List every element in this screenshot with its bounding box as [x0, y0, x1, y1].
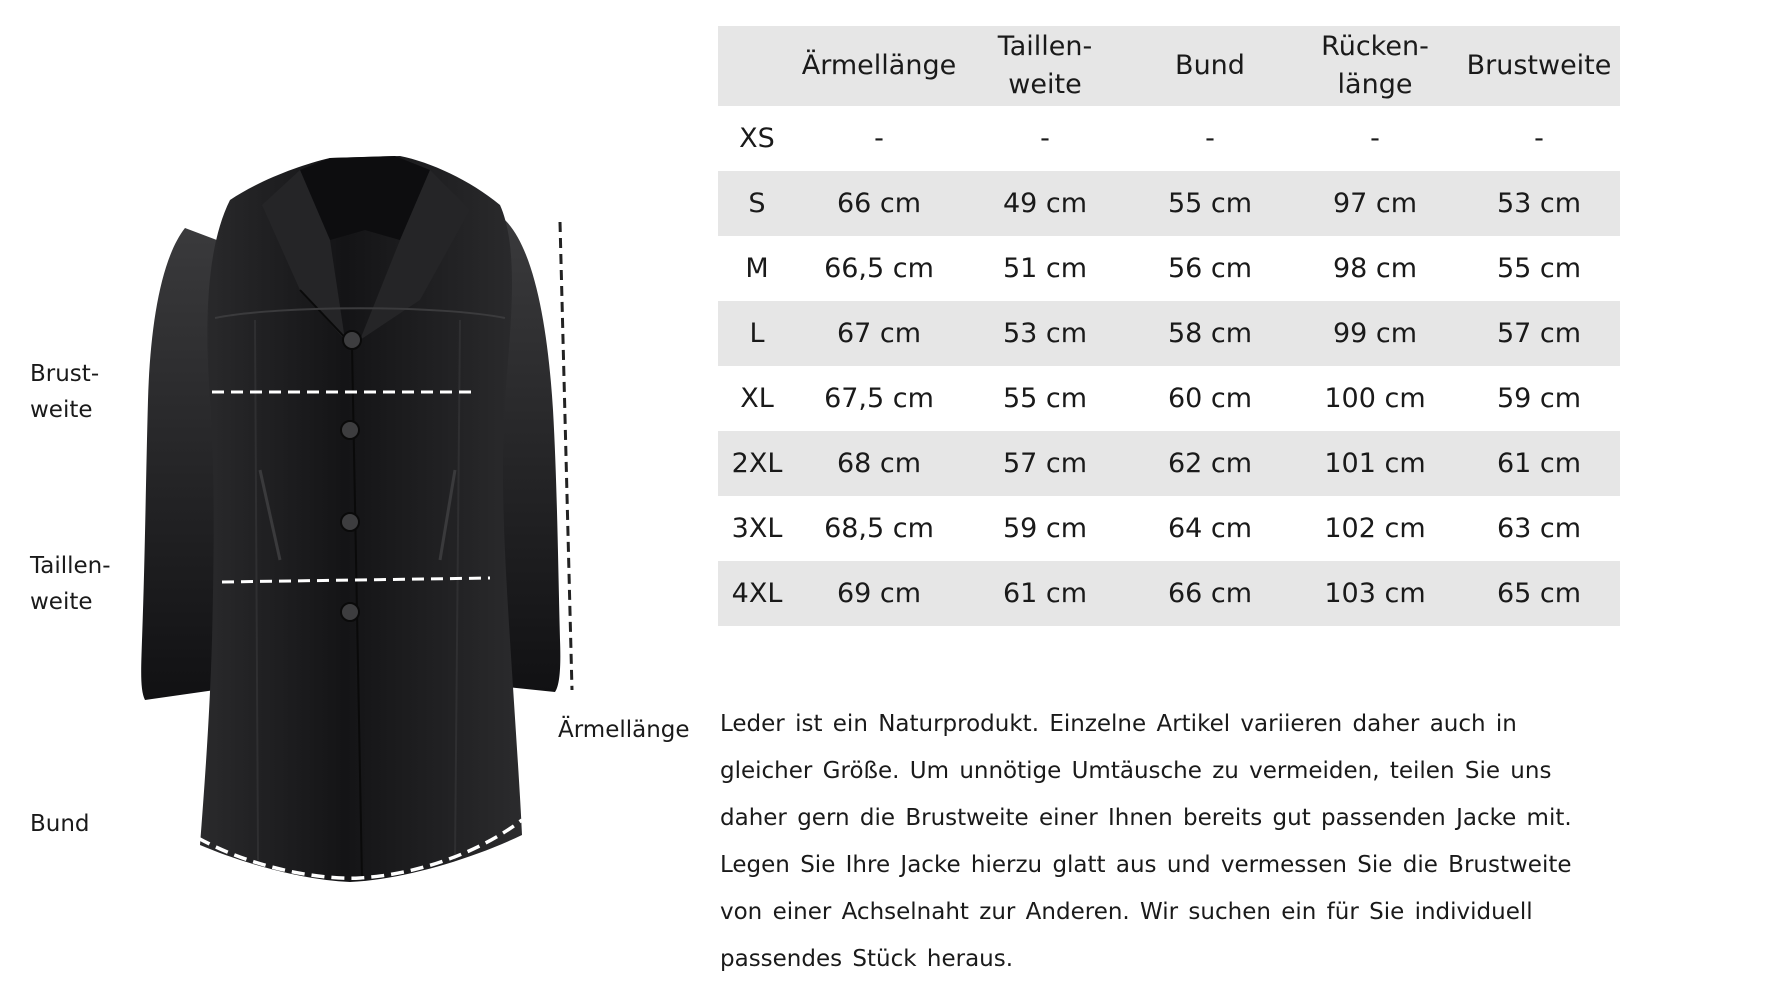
cell: 67,5 cm — [824, 383, 934, 414]
cell: 64 cm — [1167, 513, 1253, 544]
cell: 101 cm — [1324, 448, 1426, 479]
cell: 99 cm — [1332, 318, 1418, 349]
header-taillenweite: Taillen- weite — [997, 31, 1093, 100]
header-bund: Bund — [1175, 50, 1245, 81]
header-brustweite: Brustweite — [1466, 50, 1612, 81]
table-row — [718, 431, 1620, 496]
cell: 60 cm — [1167, 383, 1253, 414]
header-rueckenlaenge: Rücken- länge — [1321, 31, 1429, 100]
cell: - — [1370, 123, 1380, 154]
table-header-row — [718, 26, 1620, 106]
cell: - — [1205, 123, 1215, 154]
coat-figure — [0, 0, 720, 1000]
cell-size: M — [745, 253, 769, 284]
button-3 — [341, 513, 359, 531]
table-row — [718, 301, 1620, 366]
cell: 69 cm — [836, 578, 922, 609]
leather-note-text: Leder ist ein Naturprodukt. Einzelne Artikel variieren daher auch in gleicher Größe. Um unnötige Umtäusche zu vermeiden, teilen Sie uns daher gern die Brustweite einer Ihnen bereits gut passenden Jacke mit. Legen Sie Ihre Jacke hierzu glatt aus und vermessen Sie die Brustweite von einer Achselnaht zur Anderen. Wir suchen ein für Sie individuell passendes Stück heraus. — [720, 711, 1572, 972]
cell: 57 cm — [1002, 448, 1088, 479]
cell: 100 cm — [1324, 383, 1426, 414]
size-table — [718, 26, 1620, 626]
cell: 68,5 cm — [824, 513, 934, 544]
table-row — [718, 561, 1620, 626]
cell-size: 3XL — [731, 513, 783, 544]
cell: 97 cm — [1332, 188, 1418, 219]
sleeve-measure-line — [560, 222, 572, 690]
cell: 63 cm — [1496, 513, 1582, 544]
cell: 65 cm — [1496, 578, 1582, 609]
cell: 103 cm — [1324, 578, 1426, 609]
cell-size: XL — [740, 383, 774, 414]
label-bund: Bund — [30, 811, 90, 837]
cell: - — [1040, 123, 1050, 154]
cell: 102 cm — [1324, 513, 1426, 544]
cell-size: S — [748, 188, 766, 219]
cell: - — [874, 123, 884, 154]
cell: 55 cm — [1002, 383, 1088, 414]
cell-size: 4XL — [731, 578, 783, 609]
table-row — [718, 171, 1620, 236]
label-taillenweite: Taillen- weite — [30, 553, 111, 615]
table-row — [718, 366, 1620, 431]
cell: 67 cm — [836, 318, 922, 349]
header-aermellaenge: Ärmellänge — [801, 50, 957, 81]
cell: 55 cm — [1167, 188, 1253, 219]
cell: 57 cm — [1496, 318, 1582, 349]
label-aermellaenge: Ärmellänge — [558, 717, 690, 743]
cell: 59 cm — [1496, 383, 1582, 414]
cell: 53 cm — [1002, 318, 1088, 349]
cell: 56 cm — [1167, 253, 1253, 284]
cell-size: 2XL — [731, 448, 783, 479]
button-1 — [343, 331, 361, 349]
cell-size: XS — [739, 123, 775, 154]
cell: 66 cm — [1167, 578, 1253, 609]
cell: 68 cm — [836, 448, 922, 479]
header-size — [718, 26, 796, 106]
button-2 — [341, 421, 359, 439]
cell: - — [1534, 123, 1544, 154]
label-brustweite: Brust- weite — [30, 361, 100, 423]
cell: 61 cm — [1002, 578, 1088, 609]
cell: 55 cm — [1496, 253, 1582, 284]
cell: 51 cm — [1002, 253, 1088, 284]
cell-size: L — [749, 318, 765, 349]
leather-coat-illustration — [0, 0, 720, 1000]
cell: 98 cm — [1332, 253, 1418, 284]
cell: 53 cm — [1496, 188, 1582, 219]
cell: 58 cm — [1167, 318, 1253, 349]
table-row — [718, 236, 1620, 301]
cell: 66 cm — [836, 188, 922, 219]
cell: 61 cm — [1496, 448, 1582, 479]
cell: 62 cm — [1167, 448, 1253, 479]
table-row — [718, 106, 1620, 171]
table-row — [718, 496, 1620, 561]
button-4 — [341, 603, 359, 621]
cell: 49 cm — [1002, 188, 1088, 219]
cell: 59 cm — [1002, 513, 1088, 544]
cell: 66,5 cm — [824, 253, 934, 284]
